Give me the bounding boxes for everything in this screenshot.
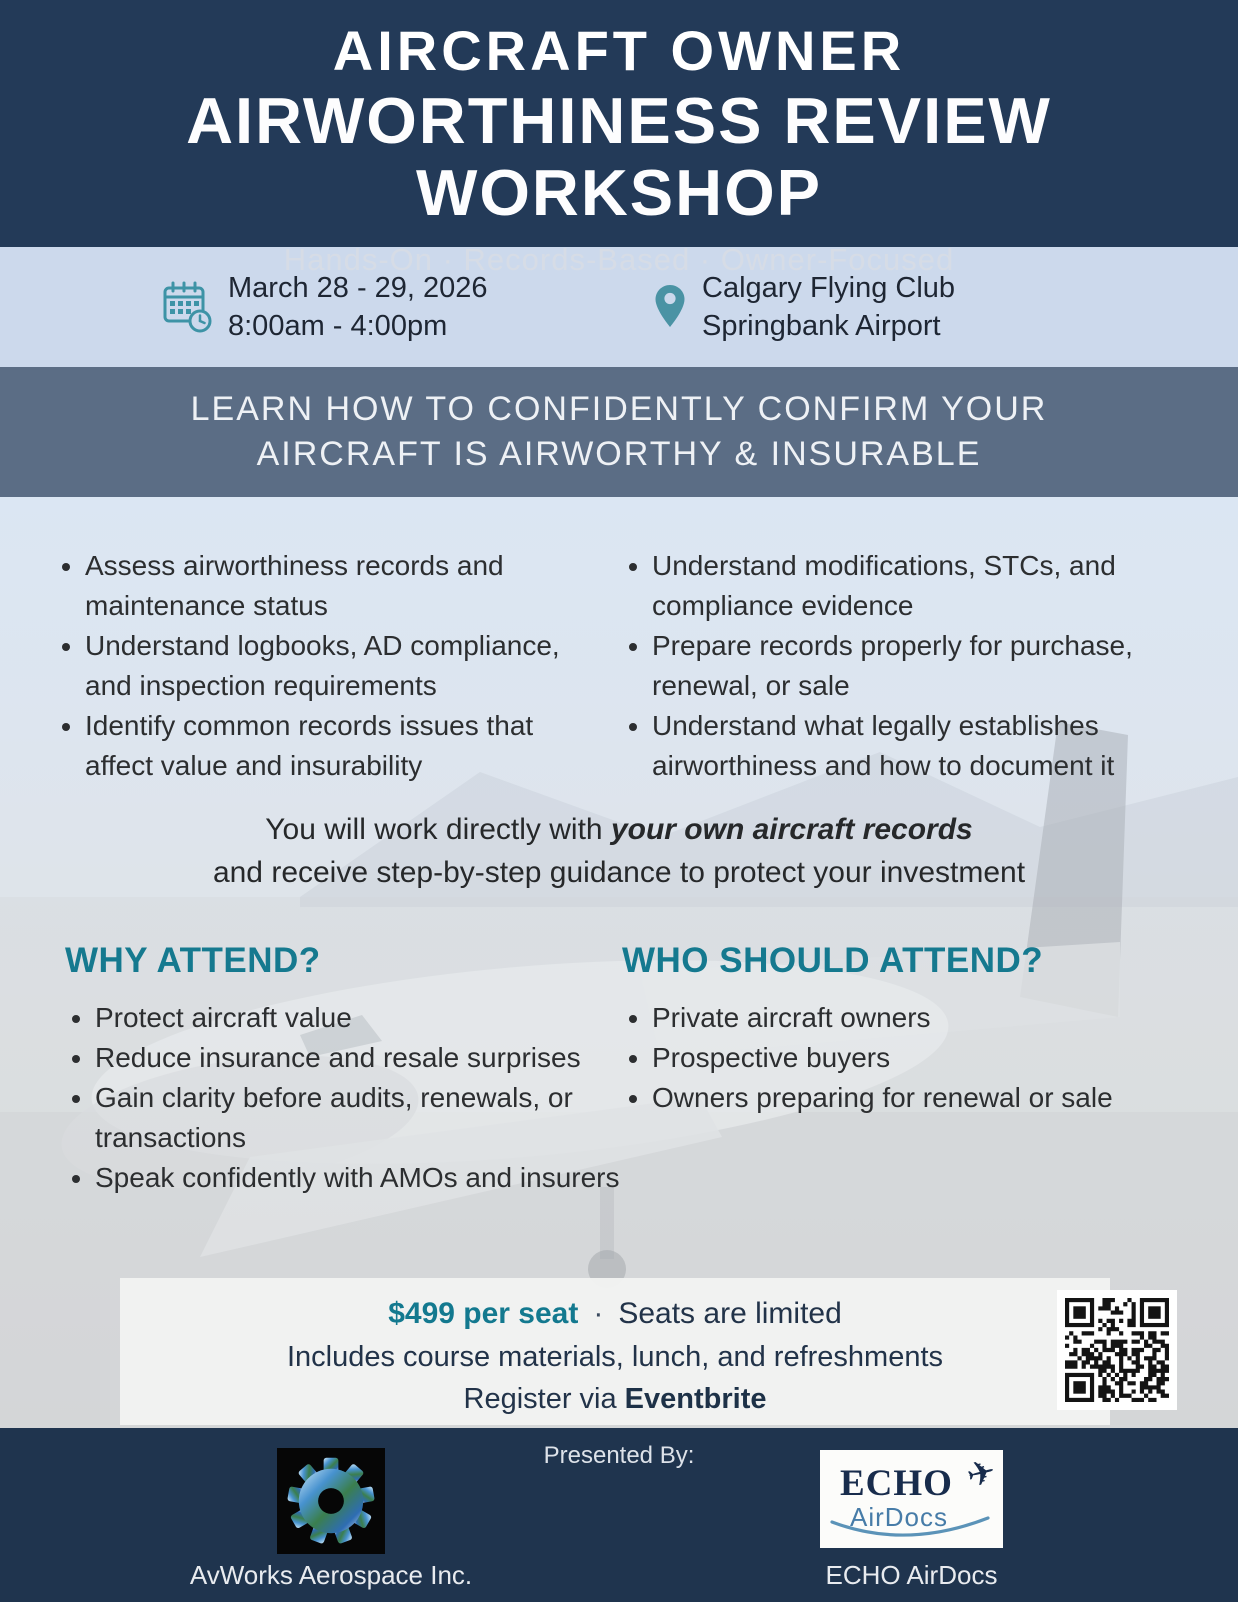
statement-emphasis: your own aircraft records [610, 813, 973, 846]
who-attend-list [622, 998, 1238, 1118]
avworks-logo [277, 1448, 385, 1554]
statement-prefix: You will work directly with [265, 813, 611, 846]
list-item: • Assess airworthiness records and maintenance status [85, 546, 600, 626]
earth-gear-icon [285, 1455, 377, 1547]
dot-separator: · [593, 1297, 604, 1330]
qr-code-graphic [1065, 1298, 1169, 1402]
attend-section [0, 941, 1238, 1198]
list-item: • Speak confidently with AMOs and insurers [95, 1158, 622, 1198]
register-platform: Eventbrite [624, 1383, 767, 1415]
list-item: • Protect aircraft value [95, 998, 622, 1038]
swoosh-icon [828, 1516, 992, 1546]
list-item: • Prospective buyers [652, 1038, 1177, 1078]
page-title-line1: AIRCRAFT OWNER [332, 19, 906, 82]
venue-name: Calgary Flying Club [702, 272, 956, 304]
objectives-left-column [55, 546, 622, 786]
list-item: • Understand logbooks, AD compliance, and inspection requirements [85, 626, 600, 706]
footer [0, 1428, 1238, 1602]
who-attend-heading: WHO SHOULD ATTEND? [622, 941, 1044, 980]
list-item: • Reduce insurance and resale surprises [95, 1038, 622, 1078]
value-statement [0, 808, 1238, 894]
qr-code [1057, 1290, 1177, 1410]
value-banner [0, 367, 1238, 497]
avworks-caption: AvWorks Aerospace Inc. [189, 1560, 473, 1590]
why-attend-list [65, 998, 622, 1198]
echo-logo-text: ECHO [840, 1463, 953, 1504]
pricing-box [120, 1278, 1110, 1425]
date-time-group [162, 269, 654, 345]
statement-line-2: and receive step-by-step guidance to protect your investment [212, 856, 1026, 889]
location-group [654, 269, 955, 345]
list-item: • Identify common records issues that affect value and insurability [85, 706, 600, 786]
price: $499 per seat [388, 1297, 579, 1330]
why-attend-heading: WHY ATTEND? [65, 941, 321, 980]
echo-logo-inner [820, 1450, 1003, 1548]
statement-line-1 [0, 808, 1238, 851]
echo-caption: ECHO AirDocs [825, 1560, 998, 1590]
event-date: March 28 - 29, 2026 [228, 272, 488, 304]
airplane-icon: ✈ [962, 1451, 1000, 1497]
objectives-right-column [622, 546, 1238, 786]
banner-line1: LEARN HOW TO CONFIDENTLY CONFIRM YOUR [190, 390, 1048, 428]
presented-by-label: Presented By: [543, 1442, 695, 1469]
register-note [120, 1378, 1110, 1420]
who-attend-column [622, 941, 1238, 1198]
list-item: • Private aircraft owners [652, 998, 1177, 1038]
echo-airdocs-logo [820, 1450, 1003, 1548]
list-item: • Understand what legally establishes airworthiness and how to document it [652, 706, 1174, 786]
location-text [702, 269, 955, 345]
banner-line2: AIRCRAFT IS AIRWORTHY & INSURABLE [256, 435, 982, 473]
airdocs-logo-text: AirDocs [850, 1502, 949, 1532]
objectives-right-list [622, 546, 1202, 786]
list-item: • Understand modifications, STCs, and compliance evidence [652, 546, 1174, 626]
why-attend-column [65, 941, 622, 1198]
main-content [0, 497, 1238, 1428]
price-line [120, 1292, 1110, 1336]
date-time-text [228, 269, 488, 345]
list-item: • Owners preparing for renewal or sale [652, 1078, 1177, 1118]
list-item: • Gain clarity before audits, renewals, or transactions [95, 1078, 622, 1158]
objectives-left-list [55, 546, 622, 786]
seats-note: Seats are limited [618, 1297, 842, 1330]
list-item: • Prepare records properly for purchase, renewal, or sale [652, 626, 1174, 706]
map-pin-icon [654, 278, 686, 336]
calendar-clock-icon [162, 279, 212, 335]
header [0, 0, 1238, 277]
register-prefix: Register via [463, 1383, 625, 1415]
page-title-line2: AIRWORTHINESS REVIEW WORKSHOP [186, 84, 1052, 229]
includes-note: Includes course materials, lunch, and refreshments [286, 1341, 944, 1373]
event-time: 8:00am - 4:00pm [228, 310, 448, 342]
venue-airport: Springbank Airport [702, 310, 941, 342]
tagline: Hands-On · Records-Based · Owner-Focused [283, 242, 955, 277]
objectives-section [0, 497, 1238, 786]
